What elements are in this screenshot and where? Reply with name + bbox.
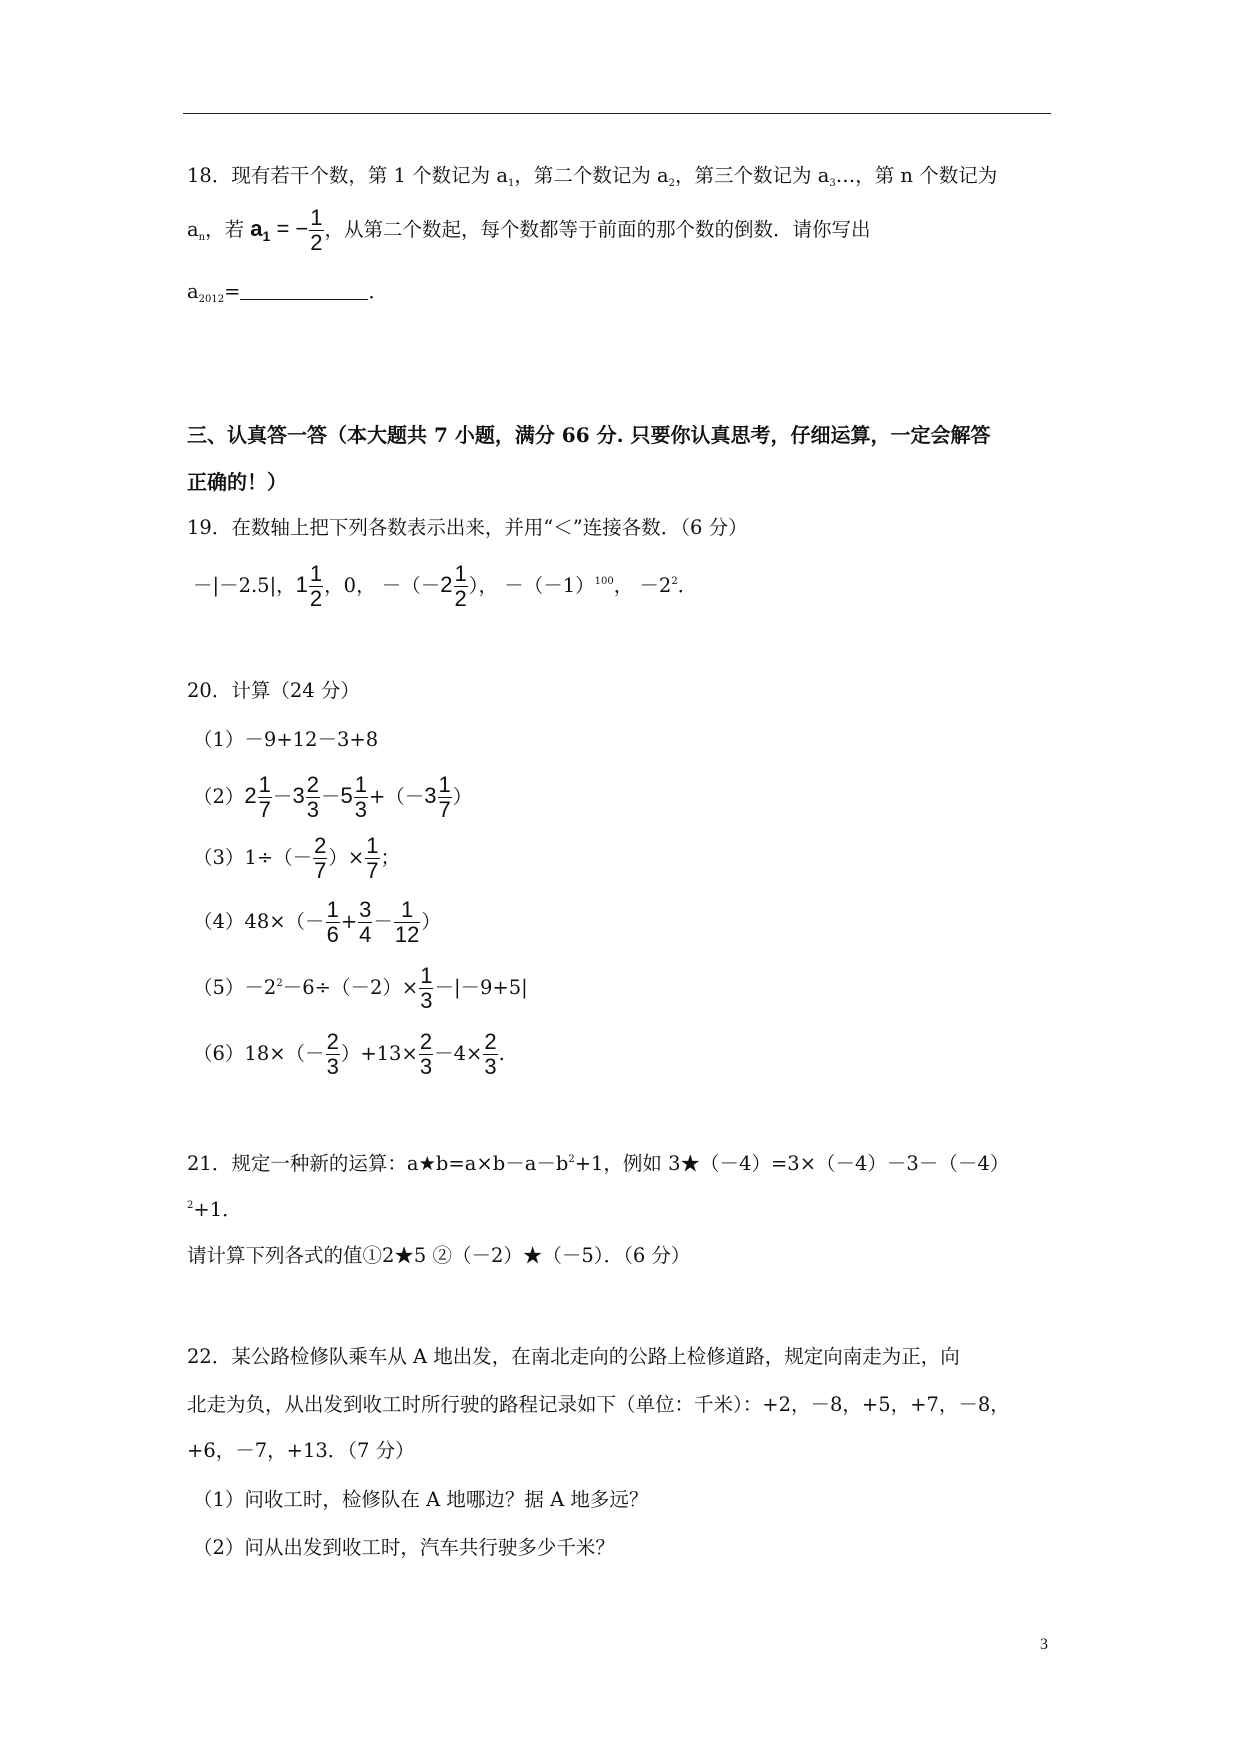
fraction: $\frac{1}{6}$ bbox=[326, 897, 339, 948]
fraction: $\frac{3}{4}$ bbox=[359, 897, 372, 948]
fraction: $\frac{1}{3}$ bbox=[420, 963, 433, 1014]
section3-heading-cont: 正确的！） bbox=[187, 470, 287, 494]
fraction: $\frac{2}{3}$ bbox=[484, 1029, 497, 1080]
q20-part6: （6）18×（－ $\frac{2}{3}$ ）+13× $\frac{2}{3}$ －4× $\frac{2}{3}$ . bbox=[193, 1029, 505, 1080]
q22-line2: 北走为负，从出发到收工时所行驶的路程记录如下（单位：千米）：+2，－8，+5，+7，－8， bbox=[187, 1393, 1010, 1416]
section3-heading: 三、认真答一答（本大题共 7 小题，满分 66 分. 只要你认真思考，仔细运算，一定会解答 bbox=[187, 423, 991, 447]
q21-line1: 21．规定一种新的运算：$a★b=a\times b-a-b^2+1$，例如 3★（－4）=3×（－4）－3－（－4） bbox=[187, 1152, 1010, 1175]
q22-sub1: （1）问收工时，检修队在 A 地哪边？据 A 地多远？ bbox=[193, 1488, 649, 1511]
q18-line3: $a_{2012}=$ ． bbox=[187, 280, 388, 305]
q19-numbers: －|－2.5|，1 $\frac{1}{2}$ ，0， －（－2 $\frac{1}{2}$ ）， $-(-1)^{100}$， $-2^2$． bbox=[193, 561, 698, 612]
fraction: $\frac{1}{12}$ bbox=[394, 897, 420, 948]
q20-part1: （1）－9+12－3+8 bbox=[193, 728, 379, 751]
q20-part2: （2）2 $\frac{1}{7}$ －3 $\frac{2}{3}$ －5 $\frac{1}{3}$ +（－3 $\frac{1}{7}$ ） bbox=[193, 772, 473, 823]
q20-part4: （4）48×（－ $\frac{1}{6}$ + $\frac{3}{4}$ － $\frac{1}{12}$ ） bbox=[193, 897, 441, 948]
fraction: $\frac{2}{7}$ bbox=[314, 833, 327, 884]
q20-part5: $(5)-2^2-6\div(-2)\times$ $\frac{1}{3}$ －|－9+5| bbox=[193, 963, 528, 1014]
fraction: $\frac{1}{3}$ bbox=[354, 772, 367, 823]
q21-line2: $^2$+1． bbox=[187, 1198, 242, 1221]
page-number: 3 bbox=[1040, 1636, 1048, 1653]
fraction: $\frac{1}{7}$ bbox=[438, 772, 451, 823]
fraction: $\frac{2}{3}$ bbox=[326, 1029, 339, 1080]
fraction: $\frac{1}{7}$ bbox=[366, 833, 379, 884]
q22-line1: 22．某公路检修队乘车从 A 地出发，在南北走向的公路上检修道路，规定向南走为正，向 bbox=[187, 1345, 960, 1368]
q18-line1: 18．现有若干个数，第 1 个数记为 $a_1$，第二个数记为 $a_2$，第三个数记为 $a_3\dots$，第 n 个数记为 bbox=[187, 164, 998, 189]
q20-part3: （3）1÷（－ $\frac{2}{7}$ ）× $\frac{1}{7}$ ； bbox=[193, 833, 401, 884]
a1-symbol: $a_1$ bbox=[250, 216, 271, 245]
q20-title: 20．计算（24 分） bbox=[187, 679, 360, 702]
fraction: $\frac{2}{3}$ bbox=[306, 772, 319, 823]
header-rule bbox=[183, 113, 1051, 114]
fraction: $\frac{2}{3}$ bbox=[419, 1029, 433, 1080]
q18-line2: $a_n$，若 $a_1$ = − $\frac{1}{2}$ ，从第二个数起，每个数都等于前面的那个数的倒数．请你写出 bbox=[187, 205, 871, 256]
q19-title: 19．在数轴上把下列各数表示出来，并用“＜”连接各数．（6 分） bbox=[187, 516, 748, 539]
q22-line3: +6，－7，+13．（7 分） bbox=[187, 1439, 415, 1462]
q21-line3: 请计算下列各式的值①2★5 ②（－2）★（－5）．（6 分） bbox=[187, 1244, 691, 1267]
answer-blank[interactable] bbox=[240, 283, 368, 300]
q22-sub2: （2）问从出发到收工时，汽车共行驶多少千米？ bbox=[193, 1536, 615, 1559]
fraction: $\frac{1}{7}$ bbox=[258, 772, 271, 823]
fraction: $\frac{1}{2}$ bbox=[310, 205, 323, 256]
fraction: $\frac{1}{2}$ bbox=[309, 561, 323, 612]
fraction: $\frac{1}{2}$ bbox=[454, 561, 467, 612]
